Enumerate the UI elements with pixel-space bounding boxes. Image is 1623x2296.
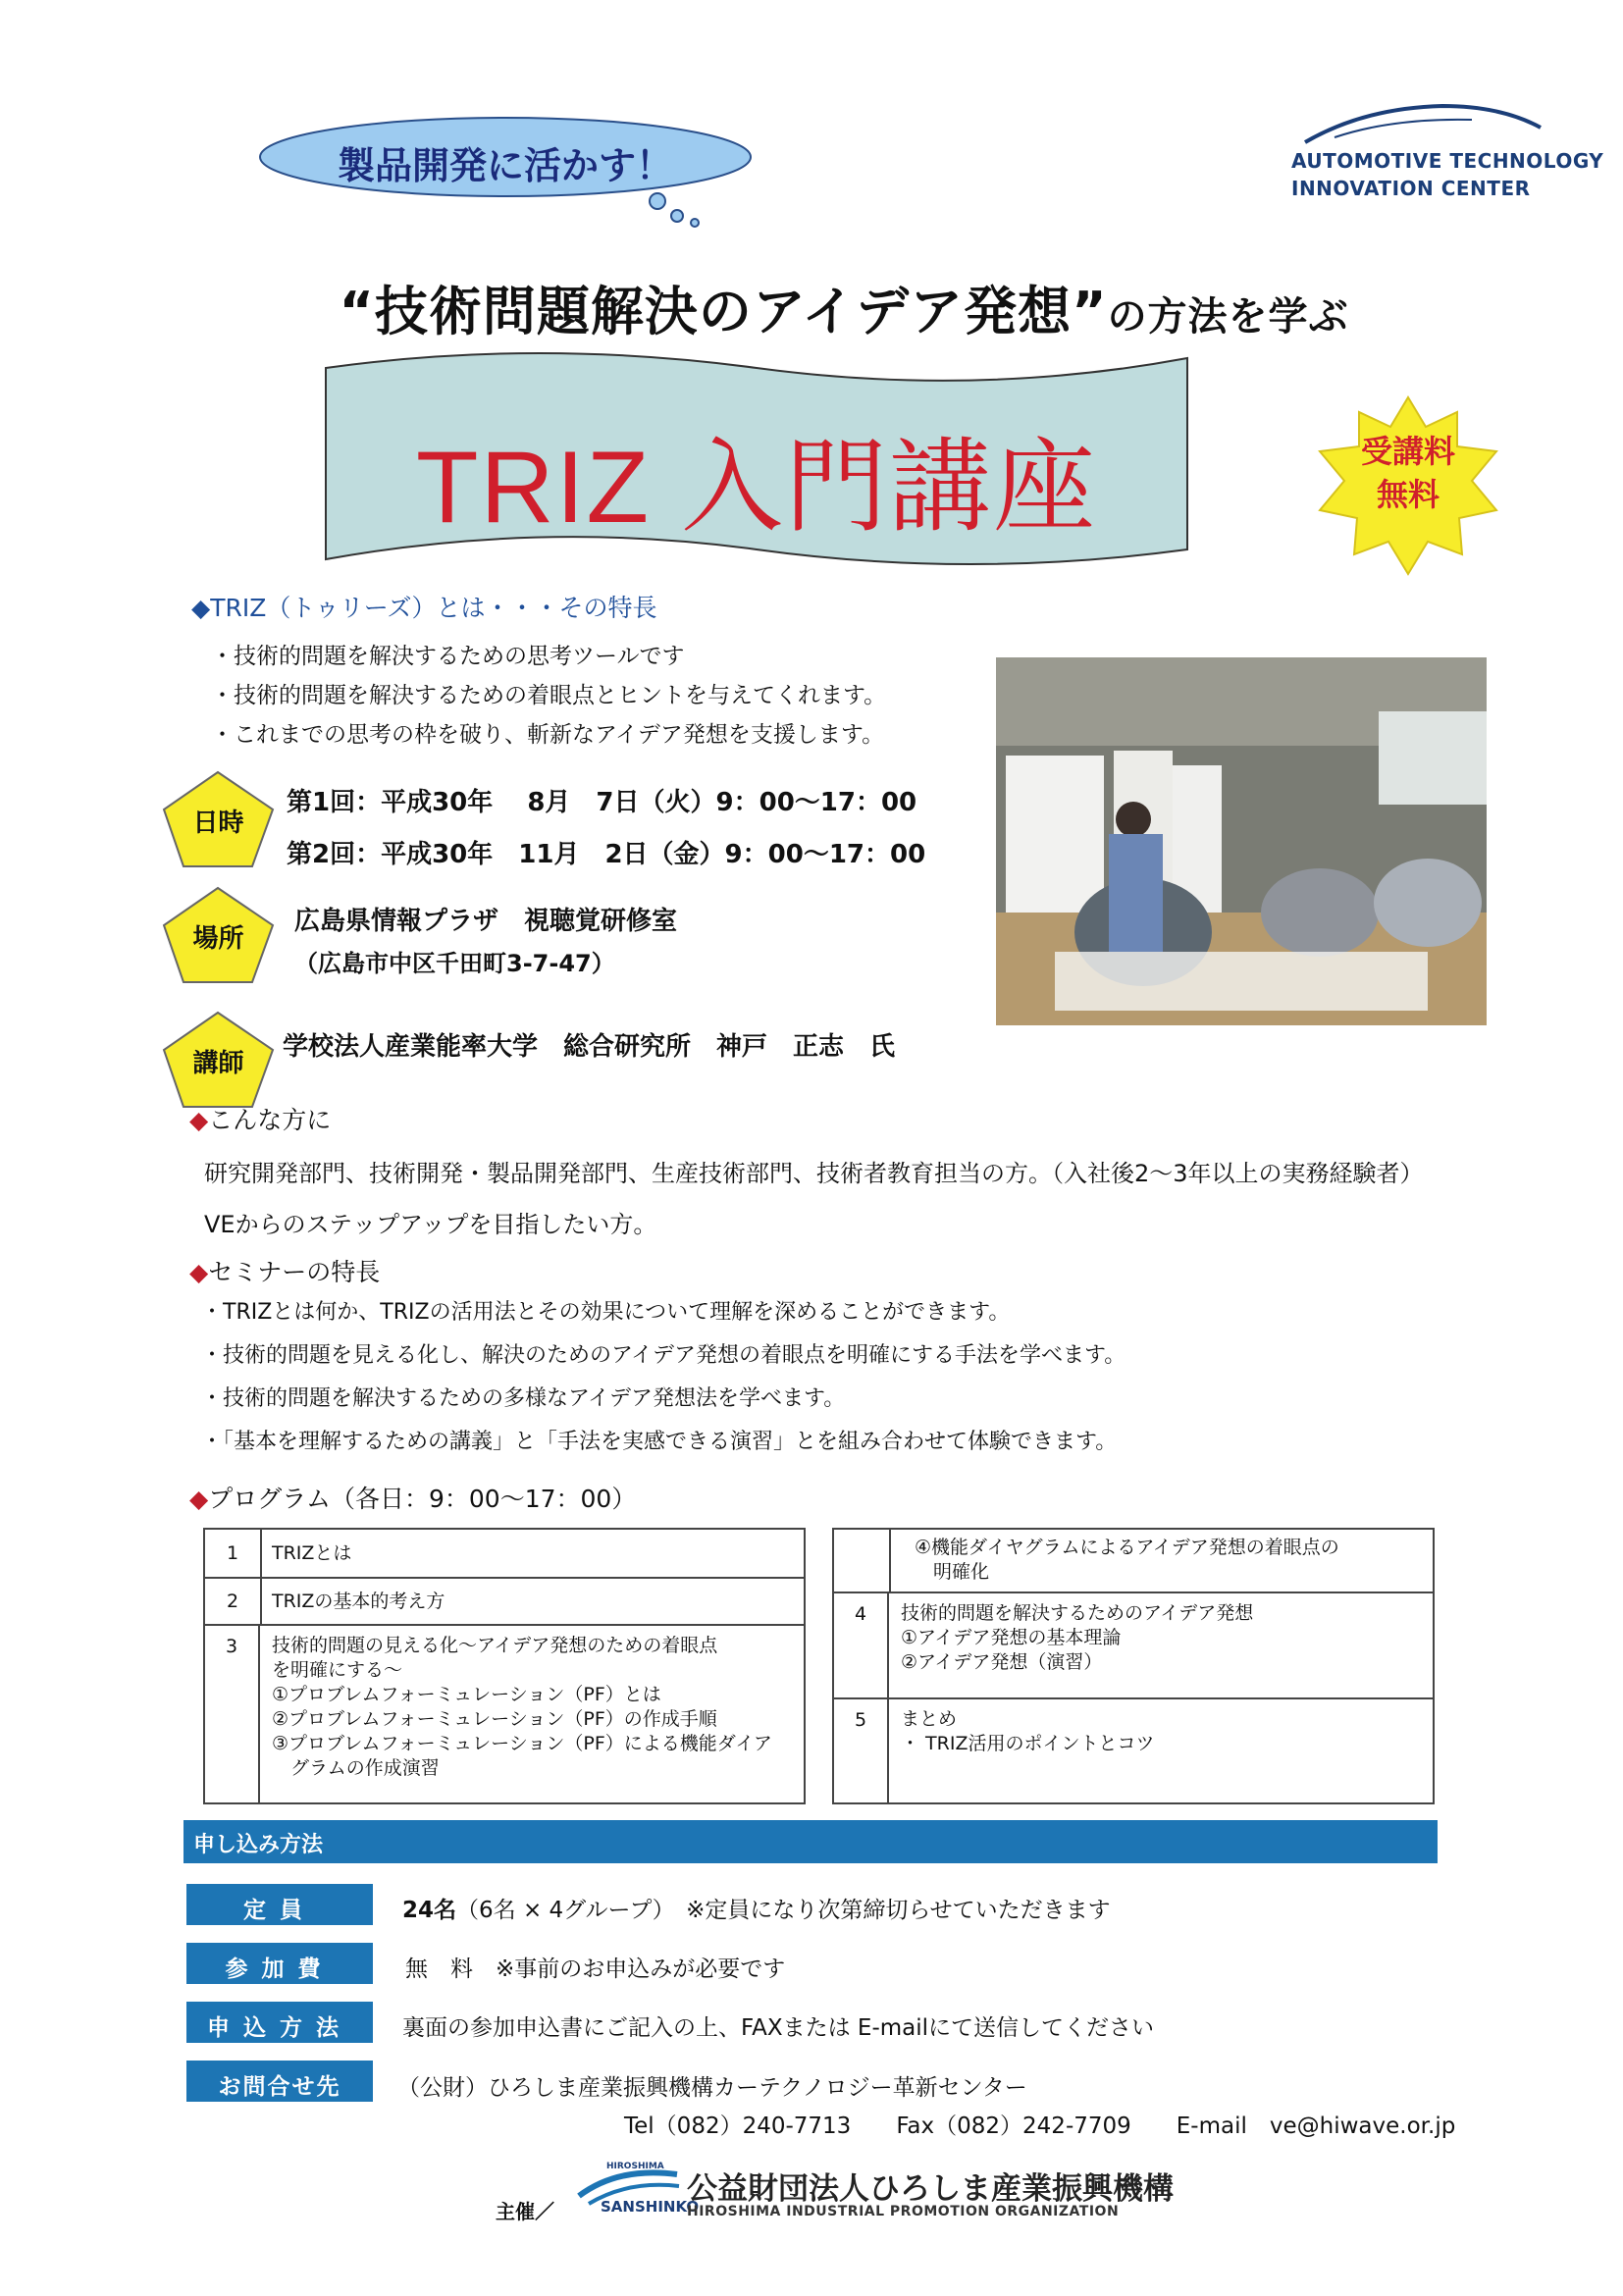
lecturer-name: 学校法人産業能率大学 総合研究所 神戸 正志 氏 xyxy=(283,1032,896,1062)
features-heading-text: セミナーの特長 xyxy=(208,1258,381,1286)
program-num: 5 xyxy=(834,1699,889,1802)
program-text: 技術的問題を解決するためのアイデア発想 ①アイデア発想の基本理論 ②アイデア発想（演習） xyxy=(901,1602,1254,1673)
org-line-1: AUTOMOTIVE TECHNOLOGY xyxy=(1291,149,1604,173)
features-heading: ◆セミナーの特長 xyxy=(189,1258,381,1286)
place-line-1: 広島県情報プラザ 視聴覚研修室 xyxy=(294,907,678,936)
date-label: 日時 xyxy=(192,809,244,838)
contact-line-2: Tel（082）240-7713 Fax（082）242-7709 E-mail ve@hiwave.or.jp xyxy=(624,2113,1456,2139)
table-row xyxy=(834,1699,1433,1802)
table-row xyxy=(205,1530,804,1579)
badge-line-1: 受講料 xyxy=(1360,433,1455,470)
seminar-photo xyxy=(996,657,1487,1025)
subtitle xyxy=(206,270,1482,345)
date-line-2: 第2回：平成30年 11月 2日（金）9：00～17：00 xyxy=(287,840,926,869)
intro-heading: ◆TRIZ（トゥリーズ）とは・・・その特長 xyxy=(191,594,657,622)
fee-label: 参加費 xyxy=(225,1957,335,1982)
audience-line-2: VEからのステップアップを目指したい方。 xyxy=(204,1211,657,1238)
feature-point: ・技術的問題を解決するための多様なアイデア発想法を学べます。 xyxy=(201,1386,846,1411)
method-value: 裏面の参加申込書にご記入の上、FAXまたは E-mailにて送信してください xyxy=(402,2015,1155,2041)
capacity-count: 24名 xyxy=(402,1898,457,1923)
intro-point: ・これまでの思考の枠を破り、斬新なアイデア発想を支援します。 xyxy=(211,722,885,748)
logo-word: SANSHINKO xyxy=(601,2198,700,2216)
program-table-right xyxy=(832,1528,1435,1804)
place-label: 場所 xyxy=(192,924,244,954)
intro-point: ・技術的問題を解決するための思考ツールです xyxy=(211,644,685,669)
program-text: 技術的問題の見える化～アイデア発想のための着眼点 を明確にする～ ①プロブレムフォーミュレーション（PF）とは ②プロブレムフォーミュレーション（PF）の作成手順 ③プロブレムフォーミュレーション（PF）による機能ダイア グラムの作成演習 xyxy=(272,1635,772,1779)
host-label: 主催／ xyxy=(496,2200,554,2223)
table-row xyxy=(834,1593,1433,1699)
program-num: 1 xyxy=(205,1530,262,1577)
capacity-detail: （6名 × 4グループ） ※定員になり次第締切らせていただきます xyxy=(456,1898,1111,1923)
program-text: ④機能ダイヤグラムによるアイデア発想の着眼点の 明確化 xyxy=(915,1537,1339,1583)
program-text: まとめ ・ TRIZ活用のポイントとコツ xyxy=(901,1708,1155,1754)
method-label: 申込方法 xyxy=(207,2015,352,2041)
page-title: TRIZ 入門講座 xyxy=(416,431,1097,545)
apply-bar xyxy=(183,1820,1438,1863)
lecturer-label: 講師 xyxy=(192,1049,244,1078)
program-text: TRIZの基本的考え方 xyxy=(272,1591,445,1612)
program-heading: ◆プログラム（各日：9：00～17：00） xyxy=(189,1485,637,1513)
fee-label-box xyxy=(186,1943,373,1984)
place-line-2: （広島市中区千田町3-7-47） xyxy=(294,950,615,977)
date-line-1: 第1回：平成30年 8月 7日（火）9：00～17：00 xyxy=(287,788,917,817)
fee-value: 無 料 ※事前のお申込みが必要です xyxy=(405,1957,786,1982)
org-line-2: INNOVATION CENTER xyxy=(1291,177,1531,200)
org-logo-text xyxy=(1291,147,1603,202)
contact-label: お問合せ先 xyxy=(218,2074,341,2100)
cloud-headline: 製品開発に活かす！ xyxy=(337,144,673,187)
program-num: 3 xyxy=(205,1626,260,1802)
feature-point: ・「基本を理解するための講義」と「手法を実感できる演習」とを組み合わせて体験できます。 xyxy=(201,1430,1118,1454)
subtitle-rest: の方法を学ぶ xyxy=(1107,294,1349,339)
program-num: 4 xyxy=(834,1593,889,1697)
intro-point: ・技術的問題を解決するための着眼点とヒントを与えてくれます。 xyxy=(211,683,887,708)
feature-point: ・TRIZとは何か、TRIZの活用法とその効果について理解を深めることができます。 xyxy=(201,1300,1011,1325)
program-text: TRIZとは xyxy=(272,1542,352,1564)
feature-point: ・技術的問題を見える化し、解決のためのアイデア発想の着眼点を明確にする手法を学べます。 xyxy=(201,1343,1126,1368)
program-num: 2 xyxy=(205,1579,262,1624)
audience-heading-text: こんな方に xyxy=(208,1106,332,1134)
apply-bar-label: 申し込み方法 xyxy=(193,1833,324,1857)
capacity-value xyxy=(402,1892,1111,1924)
audience-line-1: 研究開発部門、技術開発・製品開発部門、生産技術部門、技術者教育担当の方。（入社後2～3年以上の実務経験者） xyxy=(204,1160,1424,1187)
capacity-label-box xyxy=(186,1884,373,1925)
program-heading-text: プログラム（各日：9：00～17：00） xyxy=(208,1485,637,1513)
subtitle-main: “技術問題解決のアイデア発想” xyxy=(339,281,1108,342)
table-row xyxy=(834,1530,1433,1593)
contact-line-1: （公財）ひろしま産業振興機構カーテクノロジー革新センター xyxy=(397,2075,1027,2101)
program-num xyxy=(834,1530,891,1592)
logo-small-text: HIROSHIMA xyxy=(606,2162,664,2171)
method-label-box xyxy=(186,2002,373,2043)
table-row xyxy=(205,1579,804,1626)
badge-line-2: 無料 xyxy=(1376,476,1440,513)
free-badge xyxy=(1310,430,1506,516)
program-table-left xyxy=(203,1528,806,1804)
audience-heading: ◆こんな方に xyxy=(189,1106,332,1134)
contact-label-box xyxy=(186,2061,373,2102)
footer-org-jp: 公益財団法人ひろしま産業振興機構 xyxy=(687,2171,1174,2207)
capacity-label: 定員 xyxy=(243,1898,316,1923)
footer-org-en: HIROSHIMA INDUSTRIAL PROMOTION ORGANIZATION xyxy=(687,2204,1120,2219)
table-row xyxy=(205,1626,804,1802)
